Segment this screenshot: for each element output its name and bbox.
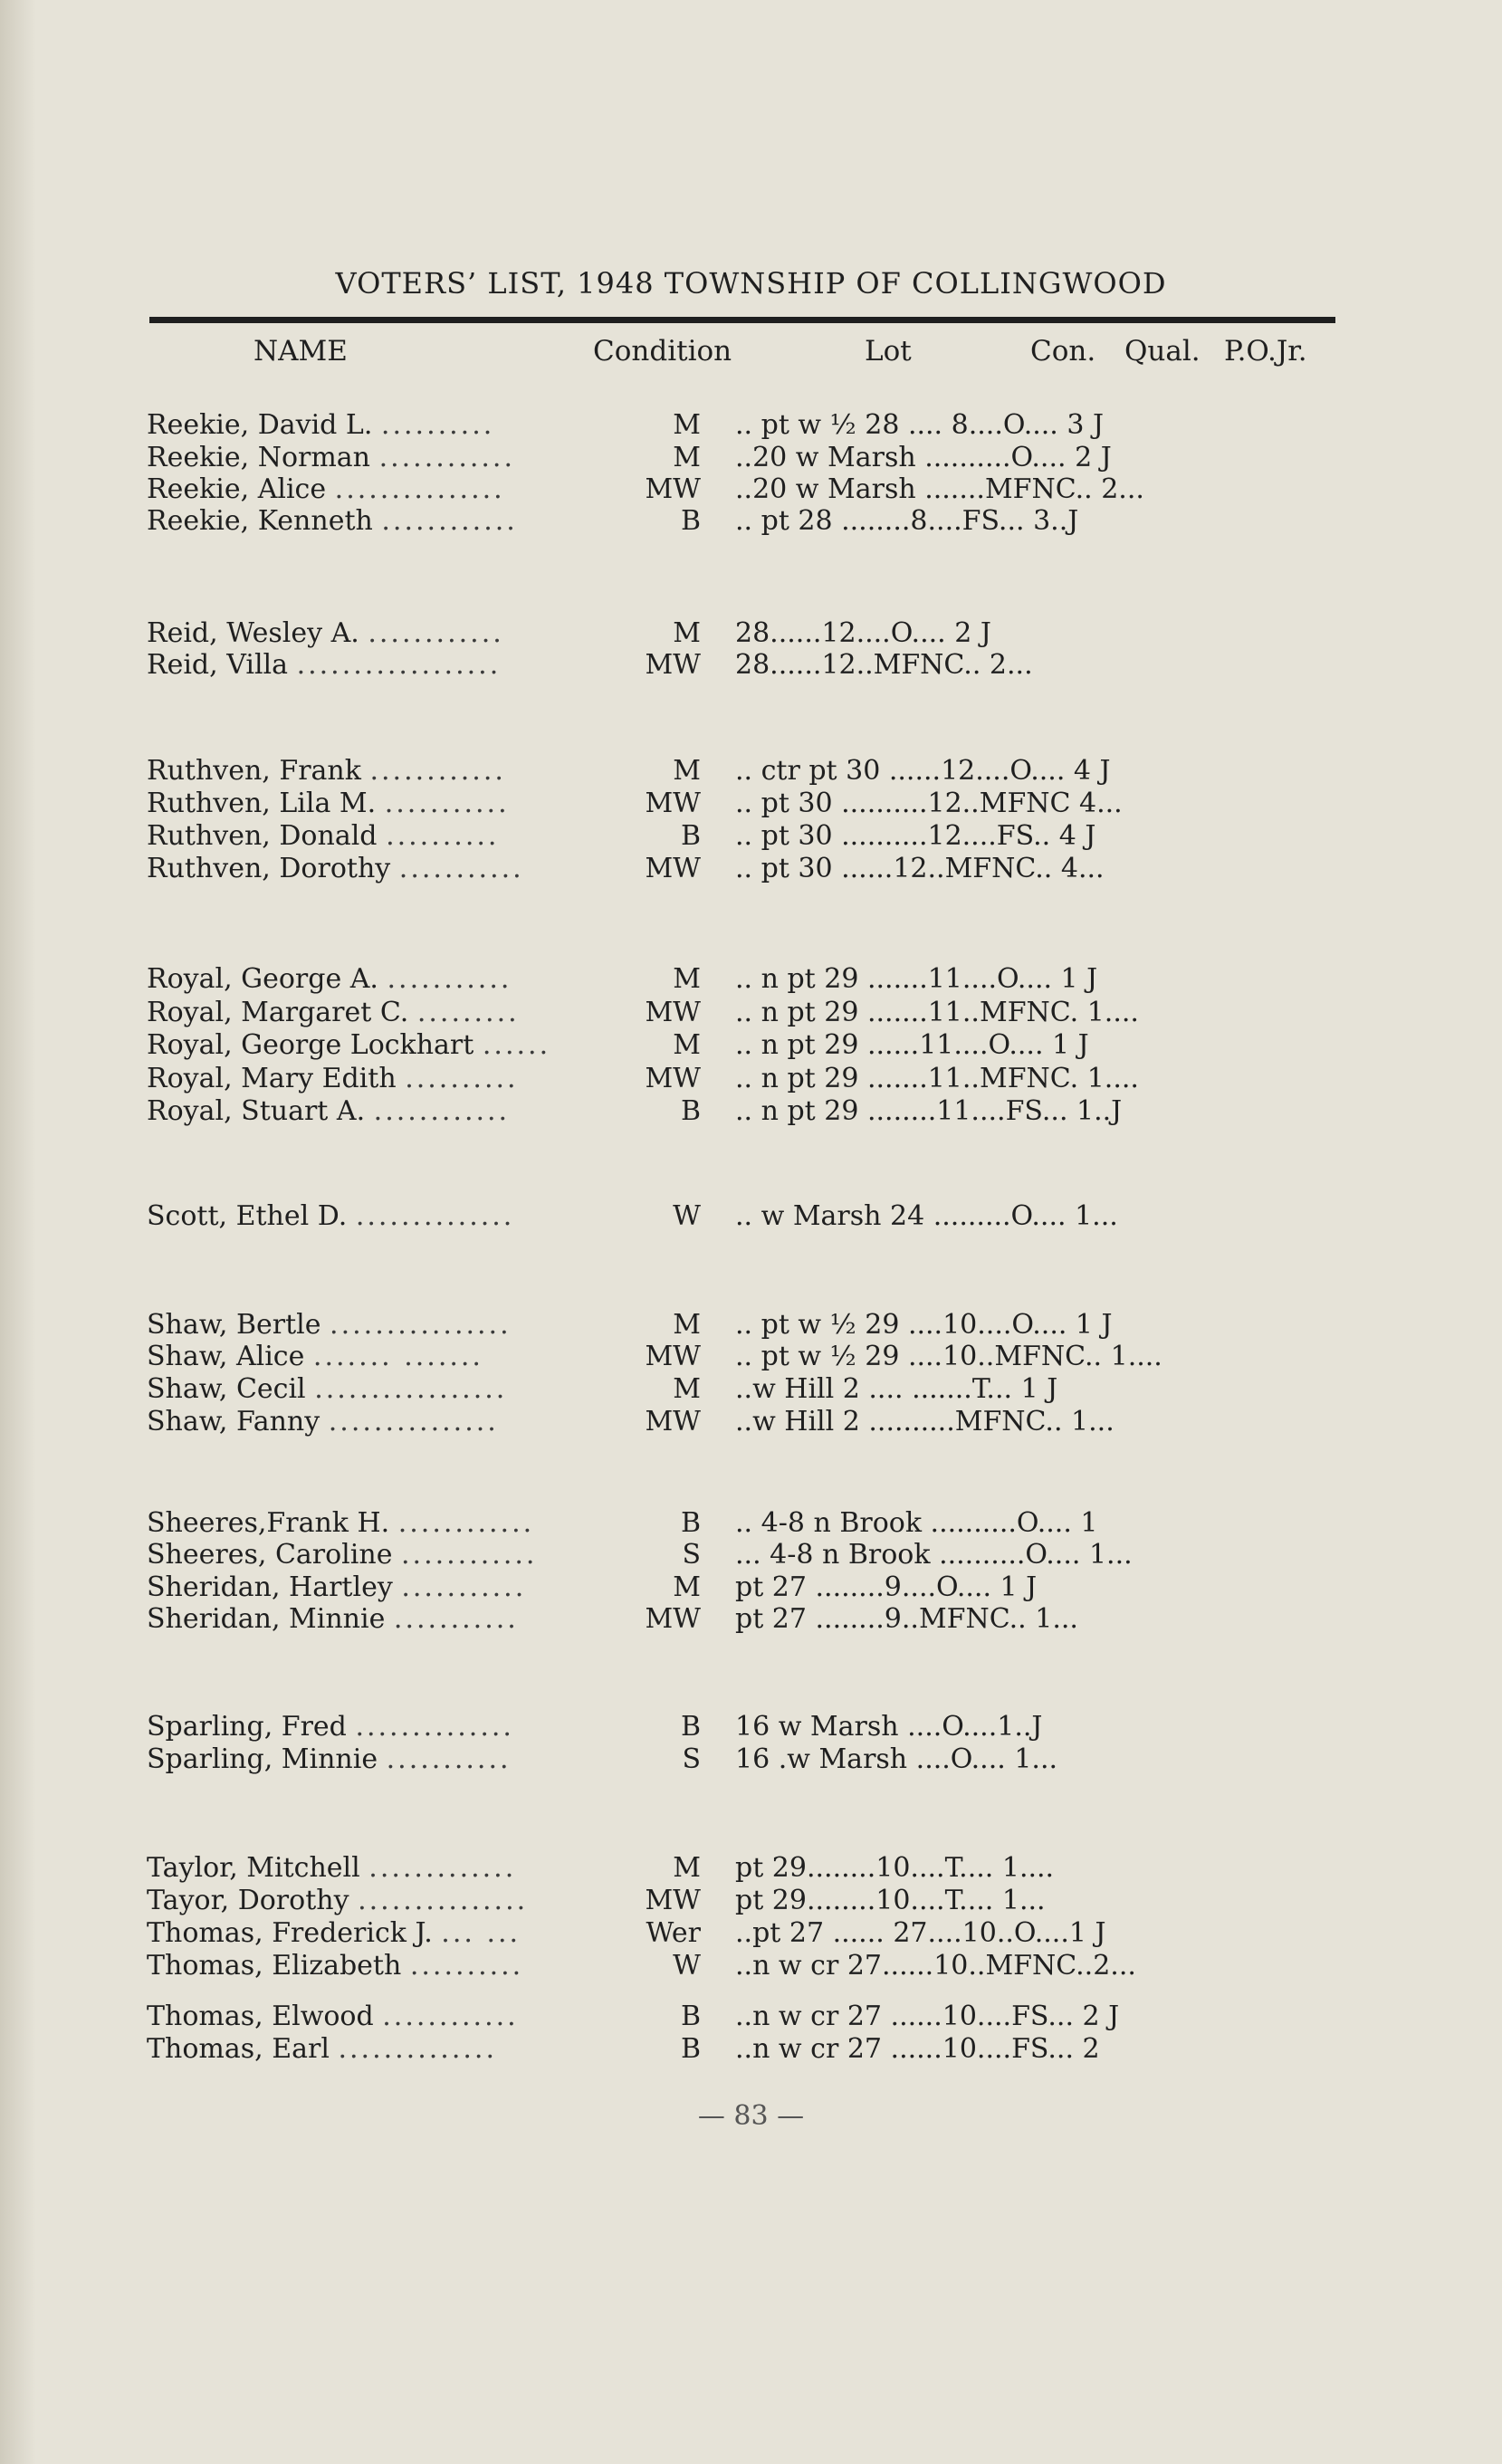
voter-property: .. pt w ½ 29 ....10..MFNC.. 1.... [735, 1341, 1162, 1372]
voter-row [0, 1200, 1502, 1233]
voter-property: .. n pt 29 ........11....FS... 1..J [735, 1095, 1123, 1127]
voter-name: Thomas, Elwood ............ [147, 2001, 519, 2032]
voter-property: ..20 w Marsh .......MFNC.. 2... [735, 473, 1144, 505]
voter-condition: MW [645, 997, 701, 1028]
voter-row [0, 1950, 1502, 1982]
column-header-lot: Lot [865, 335, 912, 368]
voter-row [0, 820, 1502, 853]
voter-name: Sheeres,Frank H. ............ [147, 1507, 535, 1539]
voter-property: .. n pt 29 .......11..MFNC. 1.... [735, 997, 1139, 1028]
voter-name: Sparling, Fred .............. [147, 1711, 514, 1743]
voter-property: .. pt 30 ..........12..MFNC 4... [735, 788, 1123, 819]
voter-row [0, 1309, 1502, 1342]
voter-name: Ruthven, Lila M. ........... [147, 788, 510, 819]
voter-name: Sheridan, Hartley ........... [147, 1571, 527, 1603]
voter-row [0, 1603, 1502, 1636]
voter-row [0, 1063, 1502, 1095]
voter-condition: M [673, 1852, 701, 1884]
column-header-row [0, 335, 1502, 371]
voter-row [0, 1095, 1502, 1128]
voter-property: pt 27 ........9....O.... 1 J [735, 1571, 1038, 1603]
voter-name: Scott, Ethel D. .............. [147, 1200, 515, 1232]
voter-property: .. pt 28 ........8....FS... 3..J [735, 505, 1079, 537]
voter-row [0, 1539, 1502, 1571]
voter-condition: B [680, 505, 701, 537]
voter-condition: W [673, 1950, 701, 1982]
voter-property: .. pt w ½ 29 ....10....O.... 1 J [735, 1309, 1113, 1341]
page-title: VOTERS’ LIST, 1948 TOWNSHIP OF COLLINGWOOD [335, 266, 1167, 301]
voter-condition: MW [645, 473, 701, 505]
voter-condition: M [673, 755, 701, 787]
column-header-condition: Condition [593, 335, 732, 368]
voter-name: Royal, Stuart A. ............ [147, 1095, 511, 1127]
voter-row [0, 1341, 1502, 1373]
voter-property: .. pt w ½ 28 .... 8....O.... 3 J [735, 409, 1105, 441]
voter-row [0, 2033, 1502, 2066]
voter-condition: MW [645, 1603, 701, 1635]
voter-name: Royal, George A. ........... [147, 963, 512, 995]
voter-name: Thomas, Frederick J. ... ... [147, 1917, 521, 1949]
voter-row [0, 1917, 1502, 1950]
voter-property: ..n w cr 27......10..MFNC..2... [735, 1950, 1136, 1982]
voter-row [0, 617, 1502, 650]
voter-property: pt 29........10....T.... 1.... [735, 1852, 1055, 1884]
voter-row [0, 2001, 1502, 2033]
voter-name: Ruthven, Donald .......... [147, 820, 500, 852]
column-header-qual: Qual. [1124, 335, 1201, 368]
voter-condition: MW [645, 1341, 701, 1372]
voter-row [0, 1711, 1502, 1743]
voter-property: ..20 w Marsh ..........O.... 2 J [735, 442, 1112, 473]
voter-condition: B [680, 820, 701, 852]
voter-property: .. pt 30 ......12..MFNC.. 4... [735, 853, 1105, 884]
voter-row [0, 1406, 1502, 1438]
voter-condition: B [680, 1507, 701, 1539]
column-header-con: Con. [1030, 335, 1096, 368]
voter-property: .. w Marsh 24 .........O.... 1... [735, 1200, 1118, 1232]
voter-name: Royal, Mary Edith .......... [147, 1063, 519, 1094]
voter-property: 28......12..MFNC.. 2... [735, 649, 1033, 681]
voter-name: Reekie, David L. .......... [147, 409, 495, 441]
voter-name: Reekie, Kenneth ............ [147, 505, 518, 537]
voter-condition: B [680, 2033, 701, 2065]
voter-property: .. n pt 29 ......11....O.... 1 J [735, 1029, 1089, 1061]
voter-row [0, 853, 1502, 885]
voter-property: 16 w Marsh ....O....1..J [735, 1711, 1043, 1743]
voter-property: ..w Hill 2 ..........MFNC.. 1... [735, 1406, 1115, 1437]
voter-property: ... 4-8 n Brook ..........O.... 1... [735, 1539, 1133, 1571]
voter-name: Shaw, Fanny ............... [147, 1406, 499, 1437]
voter-row [0, 473, 1502, 506]
voter-property: .. pt 30 ..........12....FS.. 4 J [735, 820, 1096, 852]
voter-name: Sheeres, Caroline ............ [147, 1539, 538, 1571]
voter-name: Ruthven, Frank ............ [147, 755, 506, 787]
voter-condition: M [673, 963, 701, 995]
voter-name: Thomas, Elizabeth .......... [147, 1950, 524, 1982]
voter-name: Reekie, Alice ............... [147, 473, 505, 505]
voter-name: Tayor, Dorothy ............... [147, 1885, 529, 1916]
voter-name: Shaw, Alice ....... ....... [147, 1341, 483, 1372]
voter-name: Shaw, Cecil ................. [147, 1373, 508, 1405]
voter-name: Reid, Villa .................. [147, 649, 502, 681]
voter-name: Thomas, Earl .............. [147, 2033, 497, 2065]
voter-row [0, 1571, 1502, 1604]
voter-condition: M [673, 1029, 701, 1061]
voter-condition: MW [645, 649, 701, 681]
voter-row [0, 1029, 1502, 1062]
voter-condition: M [673, 617, 701, 649]
voter-property: .. n pt 29 .......11....O.... 1 J [735, 963, 1098, 995]
voter-condition: B [680, 1095, 701, 1127]
column-header-name: NAME [254, 335, 348, 368]
voter-condition: B [680, 1711, 701, 1743]
voter-name: Sparling, Minnie ........... [147, 1743, 512, 1775]
voter-condition: MW [645, 1885, 701, 1916]
voter-name: Royal, Margaret C. ......... [147, 997, 520, 1028]
voter-row [0, 1507, 1502, 1540]
voter-property: ..w Hill 2 .... .......T... 1 J [735, 1373, 1058, 1405]
voter-row [0, 1743, 1502, 1776]
voter-condition: S [682, 1539, 701, 1571]
voter-property: 28......12....O.... 2 J [735, 617, 991, 649]
voter-row [0, 649, 1502, 682]
voter-property: pt 29........10....T.... 1... [735, 1885, 1046, 1916]
voter-property: .. 4-8 n Brook ..........O.... 1 [735, 1507, 1098, 1539]
voter-condition: MW [645, 853, 701, 884]
voter-name: Sheridan, Minnie ........... [147, 1603, 519, 1635]
voter-condition: W [673, 1200, 701, 1232]
voter-property: 16 .w Marsh ....O.... 1... [735, 1743, 1058, 1775]
voter-row [0, 997, 1502, 1029]
header-rule [149, 317, 1335, 323]
voter-condition: M [673, 409, 701, 441]
voter-condition: S [682, 1743, 701, 1775]
voter-condition: MW [645, 788, 701, 819]
voter-property: ..n w cr 27 ......10....FS... 2 J [735, 2001, 1120, 2032]
voter-name: Reid, Wesley A. ............ [147, 617, 504, 649]
column-header-po: P.O.Jr. [1224, 335, 1307, 368]
voter-name: Taylor, Mitchell ............. [147, 1852, 517, 1884]
voter-row [0, 755, 1502, 788]
voter-condition: M [673, 442, 701, 473]
voter-condition: MW [645, 1063, 701, 1094]
voter-row [0, 788, 1502, 820]
voter-row [0, 442, 1502, 474]
voter-property: .. ctr pt 30 ......12....O.... 4 J [735, 755, 1111, 787]
voter-property: pt 27 ........9..MFNC.. 1... [735, 1603, 1078, 1635]
voter-row [0, 1885, 1502, 1917]
voter-row [0, 409, 1502, 442]
voter-row [0, 963, 1502, 996]
voter-row [0, 505, 1502, 538]
voter-condition: B [680, 2001, 701, 2032]
voter-condition: MW [645, 1406, 701, 1437]
voter-property: ..n w cr 27 ......10....FS... 2 [735, 2033, 1100, 2065]
voter-row [0, 1373, 1502, 1406]
voter-condition: M [673, 1373, 701, 1405]
voter-condition: M [673, 1309, 701, 1341]
voter-property: .. n pt 29 .......11..MFNC. 1.... [735, 1063, 1139, 1094]
voter-name: Royal, George Lockhart ...... [147, 1029, 551, 1061]
voter-name: Shaw, Bertle ................ [147, 1309, 512, 1341]
voter-row [0, 1852, 1502, 1885]
page-number: — 83 — [697, 2100, 805, 2132]
voter-condition: M [673, 1571, 701, 1603]
voter-property: ..pt 27 ...... 27....10..O....1 J [735, 1917, 1106, 1949]
voter-name: Ruthven, Dorothy ........... [147, 853, 524, 884]
voter-condition: Wer [646, 1917, 701, 1949]
voter-name: Reekie, Norman ............ [147, 442, 515, 473]
